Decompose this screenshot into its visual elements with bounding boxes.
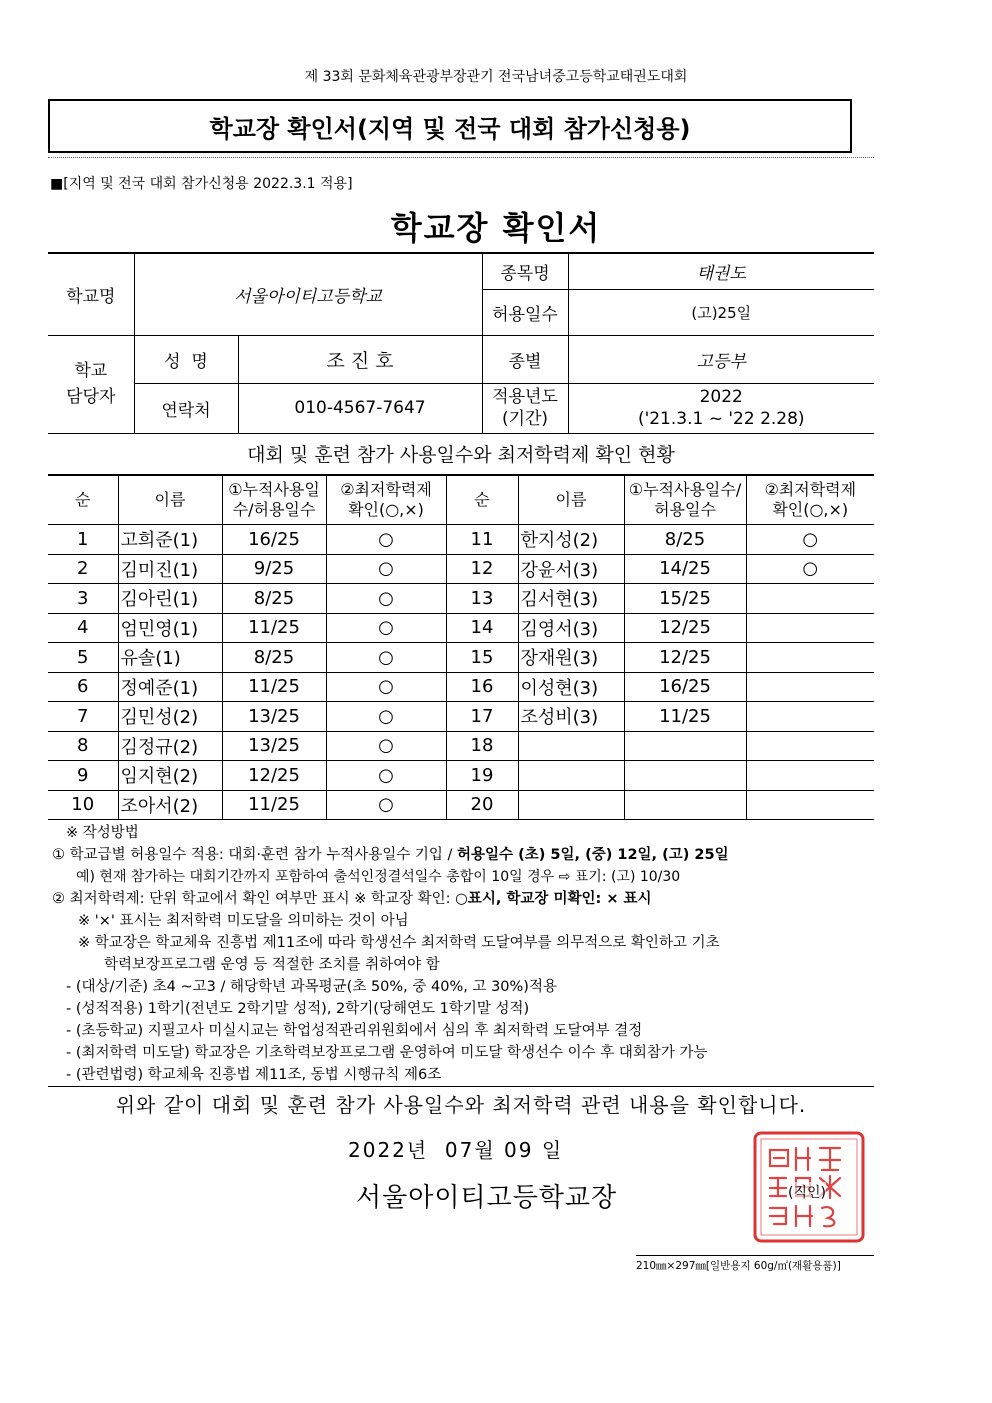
row-days: 14/25: [624, 554, 746, 584]
document-title: 학교장 확인서(지역 및 전국 대회 참가신청용): [48, 99, 852, 153]
principal-name: 서울아이티고등학교장: [356, 1183, 618, 1213]
row-no: 8: [48, 731, 118, 761]
col-header-check: [326, 475, 446, 525]
col-header-days-right-line2: 허용일수: [654, 500, 716, 519]
phone-value: 010-4567-7647: [238, 383, 482, 433]
col-header-check-right-line2: 확인(○,×): [772, 500, 849, 519]
row-name: 김미진(1): [118, 554, 222, 584]
instruction-line: [52, 888, 892, 910]
row-days: 12/25: [624, 643, 746, 673]
instruction-line: - (성적적용) 1학기(전년도 2학기말 성적), 2학기(당해연도 1학기말 성적): [66, 1001, 530, 1017]
row-days: 12/25: [222, 761, 326, 791]
row-check: ○: [326, 761, 446, 791]
col-header-days-right: [624, 475, 746, 525]
contact-label: [48, 335, 134, 433]
row-no: 18: [446, 731, 518, 761]
row-no: 12: [446, 554, 518, 584]
row-check: [746, 672, 874, 702]
instruction-bold: ○표시, 학교장 미확인: × 표시: [455, 891, 652, 907]
row-check: ○: [746, 554, 874, 584]
row-no: 4: [48, 613, 118, 643]
instruction-line: - (최저학력 미도달) 학교장은 기초학력보장프로그램 운영하여 미도달 학생선수 이수 후 대회참가 가능: [66, 1045, 708, 1061]
row-check: [746, 643, 874, 673]
row-no: 19: [446, 761, 518, 791]
row-days: 16/25: [222, 525, 326, 555]
allowed-days-label: 허용일수: [482, 289, 568, 335]
col-header-no: 순: [48, 475, 118, 525]
table-row: [48, 790, 874, 820]
col-header-name-right: 이름: [518, 475, 624, 525]
event-title: 제 33회 문화체육관광부장관기 전국남녀중고등학교태권도대회: [304, 69, 688, 85]
col-header-check-line2: 확인(○,×): [348, 500, 424, 519]
row-check: [746, 702, 874, 732]
instructions-head: ※ 작성방법: [66, 825, 139, 841]
official-seal: [752, 1130, 866, 1244]
row-name: [518, 731, 624, 761]
row-days: [624, 761, 746, 791]
table-row: [48, 554, 874, 584]
page-title: 학교장 확인서: [390, 209, 602, 247]
row-check: [746, 761, 874, 791]
row-name: [518, 761, 624, 791]
table-row: [48, 613, 874, 643]
document-date: 2022년 07월 09 일: [348, 1138, 564, 1162]
row-days: 13/25: [222, 731, 326, 761]
name-label: 성 명: [134, 335, 238, 383]
year-value-year: 2022: [699, 387, 743, 407]
instruction-text: ② 최저학력제: 단위 학교에서 확인 여부만 표시 ※ 학교장 확인:: [52, 891, 456, 907]
table-row: [48, 643, 874, 673]
row-days: 11/25: [222, 613, 326, 643]
row-name: 이성현(3): [518, 672, 624, 702]
instruction-line: - (관련법령) 학교체육 진흥법 제11조, 동법 시행규칙 제6조: [66, 1067, 442, 1083]
row-check: ○: [326, 702, 446, 732]
row-days: 9/25: [222, 554, 326, 584]
seal-label: (직인): [788, 1182, 826, 1202]
col-header-check-line1: ②최저학력제: [340, 480, 432, 499]
row-no: 11: [446, 525, 518, 555]
row-name: 김정규(2): [118, 731, 222, 761]
row-no: 14: [446, 613, 518, 643]
instruction-line: [52, 844, 892, 866]
division-label: 종별: [482, 335, 568, 383]
col-header-days-line1: ①누적사용일: [228, 480, 320, 499]
col-header-days: [222, 475, 326, 525]
contact-label-line2: 담당자: [66, 387, 116, 407]
school-label: 학교명: [48, 253, 134, 335]
table-row: [48, 525, 874, 555]
row-no: 7: [48, 702, 118, 732]
row-no: 2: [48, 554, 118, 584]
instructions: [52, 822, 892, 1086]
row-name: 김서현(3): [518, 584, 624, 614]
row-no: 15: [446, 643, 518, 673]
row-no: 13: [446, 584, 518, 614]
row-no: 3: [48, 584, 118, 614]
contact-label-line1: 학교: [74, 361, 108, 381]
row-check: ○: [326, 643, 446, 673]
row-no: 9: [48, 761, 118, 791]
year-label-line1: 적용년도: [492, 387, 558, 407]
phone-label: 연락처: [134, 383, 238, 433]
row-name: 조성비(3): [518, 702, 624, 732]
year-label-line2: (기간): [501, 409, 549, 429]
row-no: 5: [48, 643, 118, 673]
row-days: 12/25: [624, 613, 746, 643]
row-name: 정예준(1): [118, 672, 222, 702]
instruction-bold: 허용일수 (초) 5일, (중) 12일, (고) 25일: [457, 847, 729, 863]
col-header-days-line2: 수/허용일수: [232, 500, 316, 519]
row-name: 김민성(2): [118, 702, 222, 732]
row-days: 11/25: [624, 702, 746, 732]
row-check: ○: [326, 731, 446, 761]
row-name: 유솔(1): [118, 643, 222, 673]
table-row: [48, 702, 874, 732]
table-row: [48, 731, 874, 761]
row-no: 1: [48, 525, 118, 555]
row-no: 17: [446, 702, 518, 732]
row-days: 13/25: [222, 702, 326, 732]
row-days: 8/25: [624, 525, 746, 555]
instruction-line: ※ '×' 표시는 최저학력 미도달을 의미하는 것이 아님: [78, 913, 409, 929]
row-check: [746, 731, 874, 761]
participant-table: [48, 474, 874, 820]
confirmation-statement: 위와 같이 대회 및 훈련 참가 사용일수와 최저학력 관련 내용을 확인합니다.: [48, 1086, 874, 1118]
col-header-check-right-line1: ②최저학력제: [764, 480, 857, 499]
year-value-period: ('21.3.1 ~ '22 2.28): [637, 409, 805, 429]
row-check: ○: [326, 613, 446, 643]
instruction-line: ※ 학교장은 학교체육 진흥법 제11조에 따라 학생선수 최저학력 도달여부를 의무적으로 확인하고 기초: [78, 935, 720, 951]
instruction-line: - (대상/기준) 초4 ~고3 / 해당학년 과목평균(초 50%, 중 40%, 고 30%)적용: [66, 979, 557, 995]
row-days: [624, 790, 746, 820]
table-row: [48, 584, 874, 614]
row-name: [518, 790, 624, 820]
col-header-days-right-line1: ①누적사용일수/: [628, 480, 742, 499]
row-name: 김영서(3): [518, 613, 624, 643]
row-days: 11/25: [222, 790, 326, 820]
divider: [48, 157, 874, 158]
row-name: 김아린(1): [118, 584, 222, 614]
row-no: 20: [446, 790, 518, 820]
table-row: [48, 761, 874, 791]
row-check: ○: [326, 584, 446, 614]
year-value: [568, 383, 874, 433]
sport-label: 종목명: [482, 253, 568, 289]
sport-value: 태권도: [568, 253, 874, 289]
row-check: [746, 790, 874, 820]
list-heading: 대회 및 훈련 참가 사용일수와 최저학력제 확인 현황: [247, 444, 675, 466]
instruction-text: ① 학교급별 허용일수 적용: 대회·훈련 참가 누적사용일수 기입 /: [52, 847, 458, 863]
instruction-line: 학력보장프로그램 운영 등 적절한 조치를 취하여야 함: [104, 957, 440, 973]
row-check: ○: [326, 554, 446, 584]
allowed-days-value: (고)25일: [568, 289, 874, 335]
row-days: [624, 731, 746, 761]
row-days: 8/25: [222, 643, 326, 673]
row-days: 16/25: [624, 672, 746, 702]
col-header-check-right: [746, 475, 874, 525]
info-table: [48, 252, 874, 434]
instruction-line: - (초등학교) 지필고사 미실시교는 학업성적관리위원회에서 심의 후 최저학력 도달여부 결정: [66, 1023, 643, 1039]
col-header-name: 이름: [118, 475, 222, 525]
row-name: 임지현(2): [118, 761, 222, 791]
row-name: 엄민영(1): [118, 613, 222, 643]
row-check: ○: [326, 790, 446, 820]
table-row: [48, 672, 874, 702]
row-name: 강윤서(3): [518, 554, 624, 584]
row-days: 8/25: [222, 584, 326, 614]
instruction-line: 예) 현재 참가하는 대회기간까지 포함하여 출석인정결석일수 총합이 10일 경우 ⇨ 표기: (고) 10/30: [76, 869, 681, 885]
row-no: 16: [446, 672, 518, 702]
row-days: 15/25: [624, 584, 746, 614]
paper-spec: 210㎜×297㎜[일반용지 60g/㎡(재활용품)]: [636, 1255, 874, 1273]
row-check: ○: [326, 525, 446, 555]
apply-note: ■[지역 및 전국 대회 참가신청용 2022.3.1 적용]: [50, 176, 353, 192]
row-check: [746, 613, 874, 643]
row-name: 고희준(1): [118, 525, 222, 555]
row-name: 조아서(2): [118, 790, 222, 820]
name-value: 조 진 호: [238, 335, 482, 383]
row-name: 한지성(2): [518, 525, 624, 555]
row-no: 10: [48, 790, 118, 820]
row-days: 11/25: [222, 672, 326, 702]
row-name: 장재원(3): [518, 643, 624, 673]
row-no: 6: [48, 672, 118, 702]
row-check: ○: [746, 525, 874, 555]
school-value: 서울아이티고등학교: [134, 253, 482, 335]
division-value: 고등부: [568, 335, 874, 383]
year-label: [482, 383, 568, 433]
col-header-no-right: 순: [446, 475, 518, 525]
row-check: ○: [326, 672, 446, 702]
row-check: [746, 584, 874, 614]
